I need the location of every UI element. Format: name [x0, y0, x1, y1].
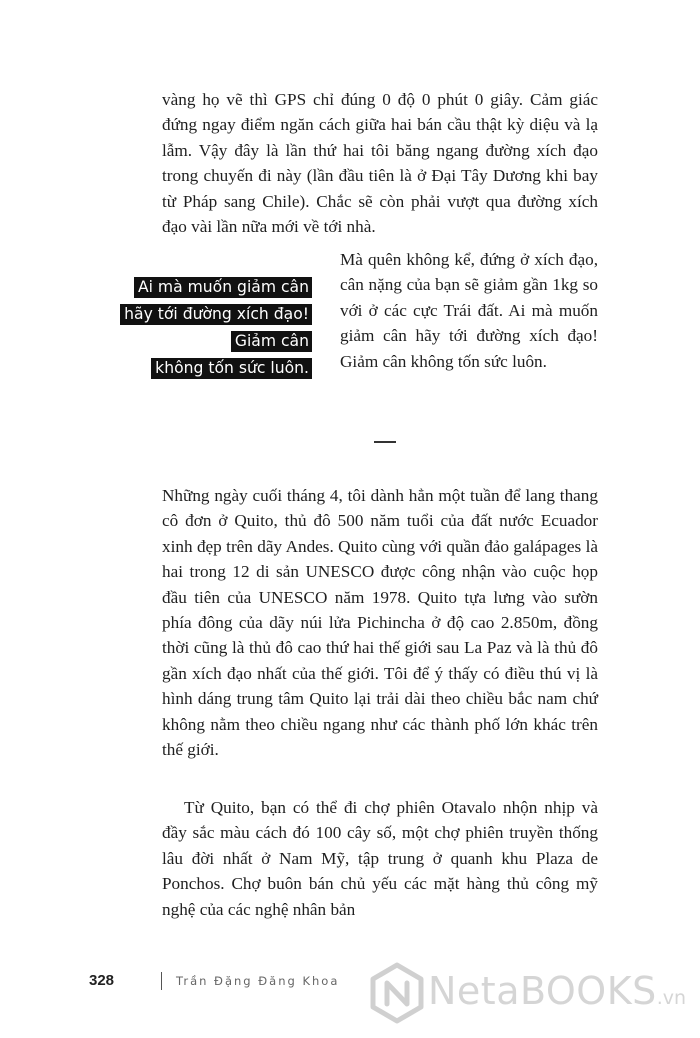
pull-quote-line-4: không tốn sức luôn.: [151, 358, 312, 379]
body-paragraph-3: Những ngày cuối tháng 4, tôi dành hẳn một tuần để lang thang cô đơn ở Quito, thủ đô 500 năm tuổi của đất nước Ecuador xinh đẹp trên dãy Andes. Quito cùng với quần đảo galápages là hai trong 12 di sản UNESCO được công nhận vào cuộc họp đầu tiên của UNESCO năm 1978. Quito tựa lưng vào sườn phía đông của dãy núi lửa Pichincha ở độ cao 2.850m, đồng thời cũng là thủ đô cao thứ hai thế giới sau La Paz và là thủ đô gần xích đạo nhất của thế giới. Tôi để ý thấy có điều thú vị là hình dáng trung tâm Quito lại trải dài theo chiều bắc nam chứ không nằm theo chiều ngang như các thành phố lớn khác trên thế giới.: [162, 486, 598, 760]
pull-quote-line-1: Ai mà muốn giảm cân: [134, 277, 312, 298]
pull-quote: [72, 274, 312, 382]
body-paragraph-2: Mà quên không kể, đứng ở xích đạo, cân nặng của bạn sẽ giảm gần 1kg so với ở các cực Trái đất. Ai mà muốn giảm cân hãy tới đường xích đạo! Giảm cân không tốn sức luôn.: [340, 250, 598, 371]
watermark-text: [428, 968, 686, 1021]
pull-quote-line-3: Giảm cân: [231, 331, 312, 352]
body-paragraph-1: vàng họ vẽ thì GPS chỉ đúng 0 độ 0 phút 0 giây. Cảm giác đứng ngay điểm ngăn cách giữa hai bán cầu thật kỳ diệu và lạ lẫm. Vậy đây là lần thứ hai tôi băng ngang đường xích đạo trong chuyến đi này (lần đầu tiên là ở Đại Tây Dương khi bay từ Pháp sang Chile). Chắc sẽ còn phải vượt qua đường xích đạo vài lần nữa mới về tới nhà.: [162, 90, 598, 237]
section-divider: [374, 441, 396, 443]
body-paragraph-4: Từ Quito, bạn có thể đi chợ phiên Otavalo nhộn nhịp và đầy sắc màu cách đó 100 cây số, một chợ phiên truyền thống lâu đời nhất ở Nam Mỹ, tập trung ở quanh khu Plaza de Ponchos. Chợ buôn bán chủ yếu các mặt hàng thủ công mỹ nghệ của các nghệ nhân bản: [162, 798, 598, 919]
watermark-name: NetaBOOKS: [428, 969, 657, 1013]
watermark-suffix: .vn: [656, 987, 687, 1009]
footer-separator: [161, 972, 162, 990]
page-number: 328: [89, 972, 115, 989]
author-name: Trần Đặng Đăng Khoa: [176, 974, 340, 988]
pull-quote-line-2: hãy tới đường xích đạo!: [120, 304, 312, 325]
watermark: [368, 962, 688, 1024]
hexagon-n-logo-icon: [368, 962, 426, 1024]
